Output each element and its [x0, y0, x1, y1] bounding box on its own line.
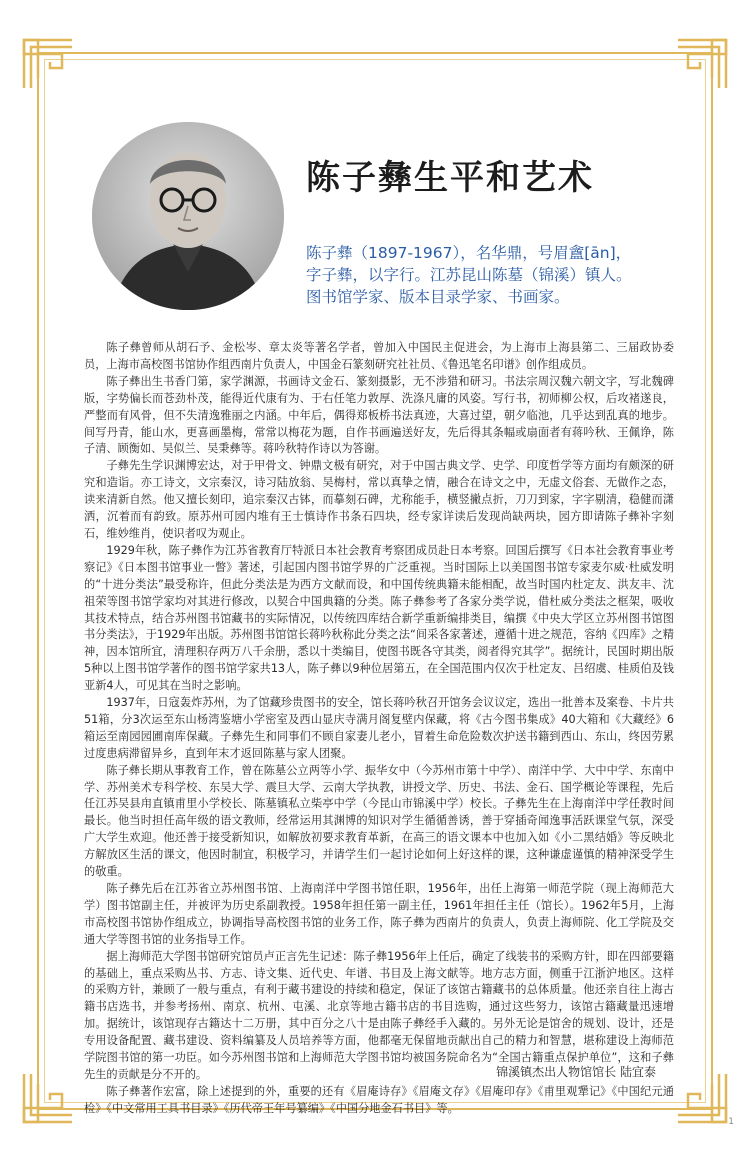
intro-line: 图书馆学家、版本目录学家、书画家。: [306, 288, 570, 306]
paragraph: 据上海师范大学图书馆研究馆员卢正言先生记述：陈子彝1956年上任后，确定了线装书的采购方针，即在四部要籍的基础上，重点采购丛书、方志、诗文集、近代史、年谱、书目及上海文献等。地方志方面，侧重于江浙沪地区。这样的采购方针，兼顾了一般与重点，有利于藏书建设的持续和稳定，保证了该馆古籍藏书的总体质量。他还亲自往上海古籍书店选书，并参考扬州、南京、杭州、屯溪、北京等地古籍书店的书目选购，通过这些努力，该馆古籍藏量迅速增加。据统计，该馆现存古籍达十二万册，其中百分之八十是由陈子彝经手入藏的。另外无论是馆舍的规划、设计，还是专用设备配置、藏书建设、资料编纂及人员培养等方面，他都毫无保留地贡献出自己的精力和智慧，堪称建设上海师范学院图书馆的第一功臣。如今苏州图书馆和上海师范大学图书馆均被国务院命名为“全国古籍重点保护单位”，这和子彝先生的贡献是分不开的。: [84, 949, 674, 1081]
paragraph: 陈子彝出生书香门第，家学渊源，书画诗文金石、篆刻摄影，无不涉猎和研习。书法宗周汉魏六朝文字，写北魏碑版，字势偏长而苍劲朴茂，能得近代康有为、于右任笔力敦厚、洗涤凡庸的风姿。写行书，初师柳公权，后攻褚遂良，严整而有风骨，但不失清逸雅丽之内涵。中年后，偶得郑板桥书法真迹，大喜过望，朝夕临池，几乎达到乱真的地步。间写丹青，能山水，更喜画墨梅，常常以梅花为题，自作书画遍送好友，先后得其条幅或扇面者有蒋吟秋、王佩诤，陈子清、顾衡如、吴似兰、吴秉彝等。蒋吟秋特作诗以为答谢。: [84, 374, 674, 456]
page-title: 陈子彝生平和艺术: [306, 158, 594, 198]
intro-summary: [306, 242, 686, 308]
portrait-image: [92, 122, 284, 310]
corner-ornament-top-left: [22, 38, 74, 90]
page-number: 1: [728, 1117, 734, 1127]
biography-text: [84, 340, 674, 1118]
author-signature: 锦溪镇杰出人物馆馆长 陆宜泰: [496, 1065, 656, 1079]
corner-ornament-bottom-left: [22, 1072, 74, 1124]
paragraph: 1937年，日寇轰炸苏州，为了馆藏珍贵图书的安全，馆长蒋吟秋召开馆务会议议定，选出一批善本及案卷、卡片共51箱，分3次运至东山杨湾鉴塘小学密室及西山显庆寺满月阁复壁内保藏，将《古今图书集成》40大箱和《大藏经》6箱运至南园园圃南库保藏。子彝先生和同事们不顾自家妻儿老小，冒着生命危险数次护送书籍到西山、东山，终因劳累过度患病滞留异乡，直到年末才返回陈墓与家人团聚。: [84, 696, 674, 760]
paragraph: 陈子彝著作宏富，除上述提到的外，重要的还有《眉庵诗存》《眉庵文存》《眉庵印存》《甫里观犟记》《中国纪元通检》《中文常用工具书目录》《历代帝王年号纂编》《中国分地金石书目》等。: [84, 1084, 674, 1115]
paragraph: 陈子彝长期从事教育工作，曾在陈墓公立两等小学、振华女中（今苏州市第十中学）、南洋中学、大中中学、东南中学、苏州美术专科学校、东吴大学、震旦大学、云南大学执教，讲授文学、历史、书法、金石、国学概论等课程，先后任江苏吴县甪直镇甫里小学校长、陈墓镇私立柴亭中学（今昆山市锦溪中学）校长。子彝先生在上海南洋中学任教时间最长。他当时担任高年级的语文教师，经常运用其渊博的知识对学生循循善诱，善于穿插奇闻逸事活跃课堂气氛，深受广大学生欢迎。他还善于接受新知识，如解放初要求教育革新，在高三的语文课本中也加入如《小二黑结婚》等反映北方解放区生活的课文，他因时制宜，积极学习，并请学生们一起讨论如何上好这样的课，这种谦虚谨慎的精神深受学生的敬重。: [84, 763, 674, 879]
intro-line: 陈子彝（1897-1967），名华鼎，号眉盦[ān]，: [306, 244, 632, 262]
portrait-photo: [92, 122, 284, 310]
intro-line: 字子彝，以字行。江苏昆山陈墓（锦溪）镇人。: [306, 266, 632, 284]
corner-ornament-top-right: [676, 38, 728, 90]
paragraph: 陈子彝先后在江苏省立苏州图书馆、上海南洋中学图书馆任职，1956年，出任上海第一师范学院（现上海师范大学）图书馆副主任，并被评为历史系副教授。1958年担任第一副主任，1961年担任主任（馆长）。1962年5月，上海市高校图书馆协作组成立，协调指导高校图书馆的业务工作，陈子彝为西南片的负责人，负责上海师院、化工学院及交通大学等图书馆的业务指导工作。: [84, 882, 674, 946]
paragraph: 1929年秋，陈子彝作为江苏省教育厅特派日本社会教育考察团成员赴日本考察。回国后撰写《日本社会教育事业考察记》《日本图书馆事业一瞥》著述，引起国内图书馆学界的广泛重视。当时国际上以美国图书馆专家麦尔威·杜威发明的“十进分类法”最受称许，但此分类法是为西方文献而设，和中国传统典籍未能相配，故当时国内杜定友、洪友丰、沈祖荣等图书馆学家均对其进行修改，以契合中国典籍的分类。陈子彝参考了各家分类学说，借杜威分类法之框架，吸收其技术特点，结合苏州图书馆藏书的实际情况，以传统四库结合新学重新编排类目，编撰《中央大学区立苏州图书馆图书分类法》，于1929年出版。苏州图书馆馆长蒋吟秋称此分类之法“间采各家著述，遵循十进之规范，容纳《四库》之精神，因本馆所宜，清理积存两万八千余册，悉以十类编目，使图书既各守其类，阅者得究其学”。据统计，民国时期出版5种以上图书馆学著作的图书馆学家共13人，陈子彝以9种位居第五，在全国范围内仅次于杜定友、吕绍虞、桂质伯及钱亚新4人，可见其在当时之影响。: [84, 543, 674, 693]
corner-ornament-bottom-right: [676, 1072, 728, 1124]
paragraph: 陈子彝曾师从胡石予、金松岑、章太炎等著名学者，曾加入中国民主促进会，为上海市上海县第二、三届政协委员，上海市高校图书馆协作组西南片负责人，中国金石篆刻研究社社员、《鲁迅笔名印谱》创作组成员。: [84, 341, 674, 371]
paragraph: 子彝先生学识渊博宏达，对于甲骨文、钟鼎文极有研究，对于中国古典文学、史学、印度哲学等方面均有颇深的研究和造诣。亦工诗文，文宗秦汉，诗习陆放翁、吴梅村，常以真挚之情，融合在诗文之中，无虚文俗套、无做作之态，读来清新自然。他又擅长刻印，追宗秦汉古钵，而摹刻石碑，尤称能手，横竖撇点折，刀刀到家，字字剔清，稳健而潇洒，沉着而有韵致。原苏州可园内堆有王士慎诗作书条石四块，经专家详读后发现尚缺两块，园方即请陈子彝补字刻石，维妙维肖，使识者叹为观止。: [84, 459, 674, 540]
